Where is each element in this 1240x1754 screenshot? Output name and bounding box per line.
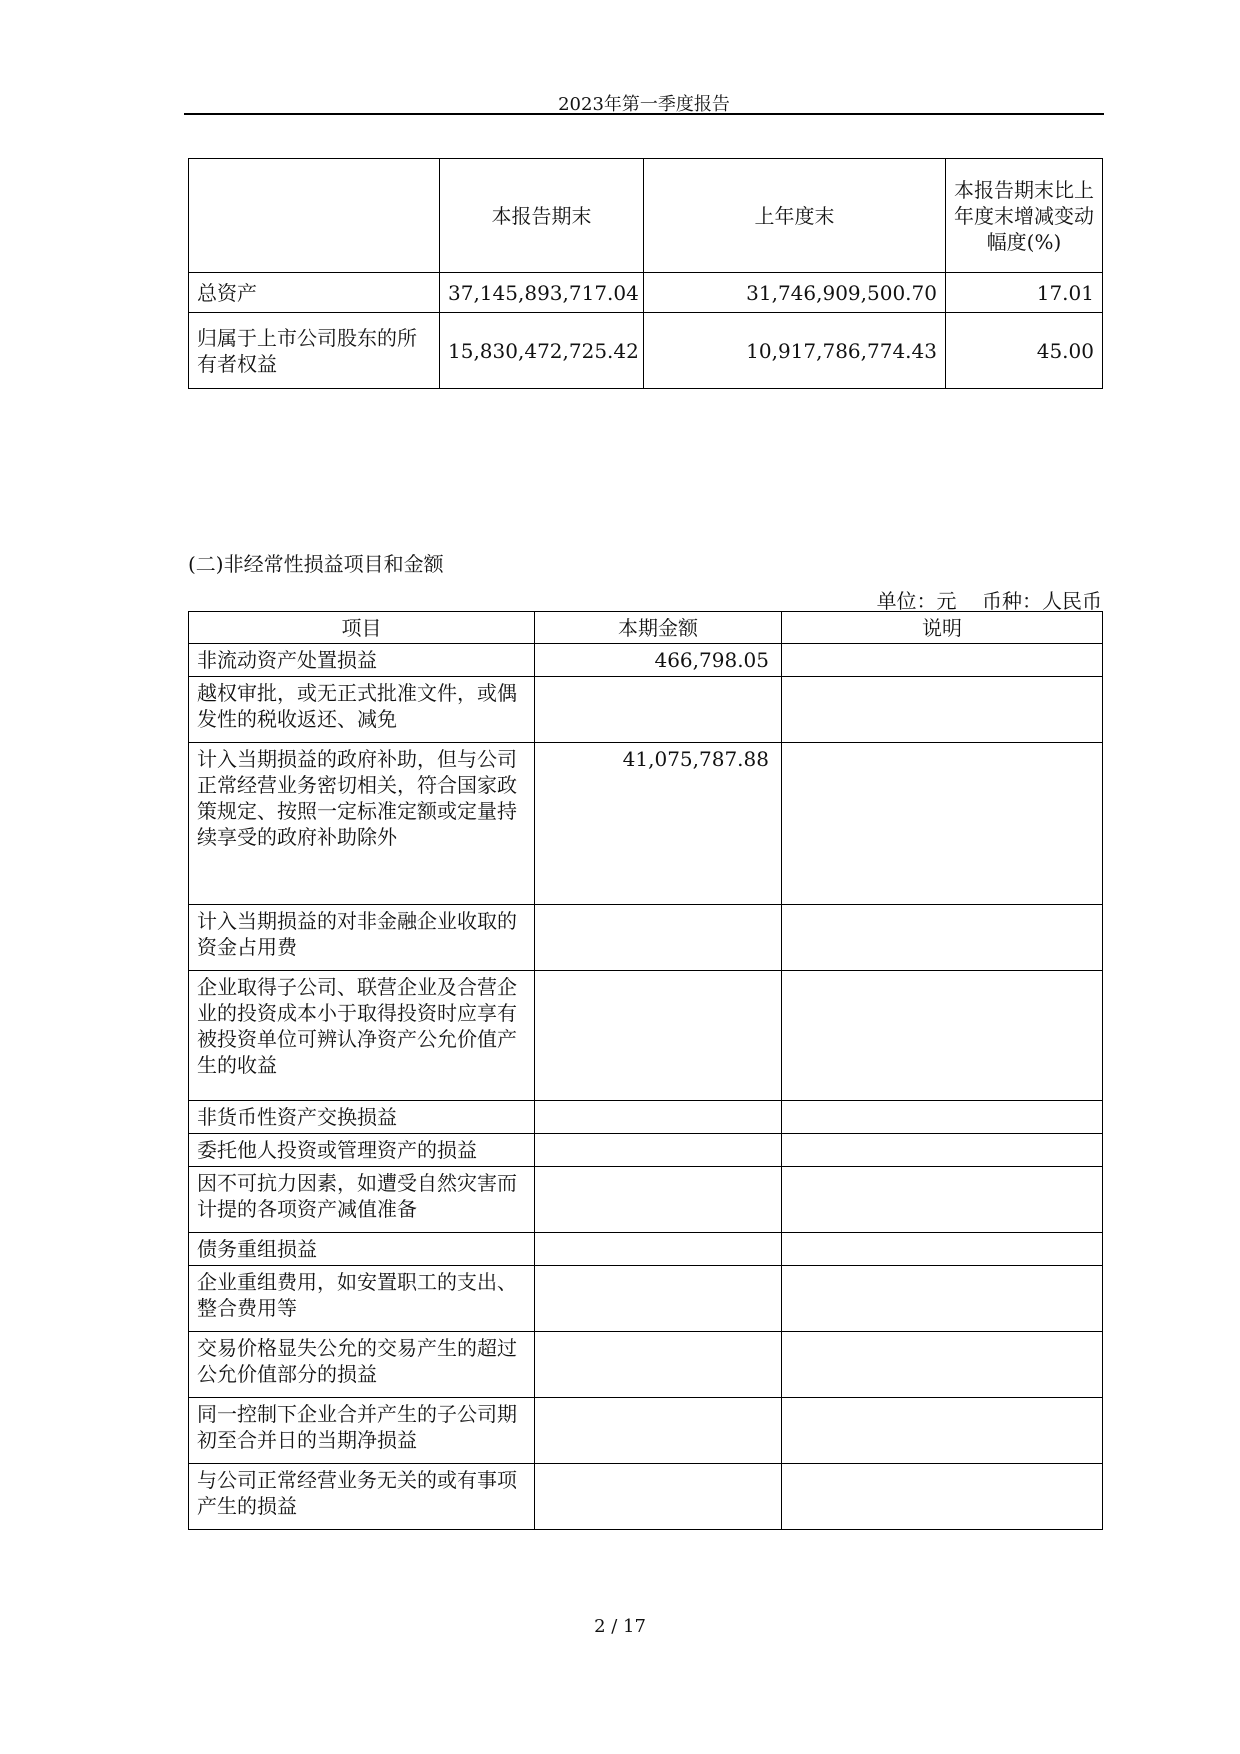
row-note (782, 905, 1103, 971)
row-note (782, 644, 1103, 677)
row-amount (535, 971, 782, 1101)
row-amount (535, 1233, 782, 1266)
row-note (782, 971, 1103, 1101)
unit-currency-note: 单位：元 币种：人民币 (876, 589, 1102, 613)
row-change: 17.01 (946, 273, 1103, 313)
row-current: 37,145,893,717.04 (440, 273, 644, 313)
row-item: 与公司正常经营业务无关的或有事项产生的损益 (189, 1464, 535, 1530)
row-note (782, 1266, 1103, 1332)
row-amount (535, 1101, 782, 1134)
table-row (189, 644, 1103, 677)
row-item: 总资产 (189, 273, 440, 313)
row-amount (535, 1167, 782, 1233)
table-header-row (189, 159, 1103, 273)
row-item: 计入当期损益的政府补助，但与公司正常经营业务密切相关，符合国家政策规定、按照一定标准定额或定量持续享受的政府补助除外 (189, 743, 535, 905)
section-title: (二)非经常性损益项目和金额 (188, 552, 444, 576)
row-note (782, 1464, 1103, 1530)
row-amount (535, 1398, 782, 1464)
row-item: 债务重组损益 (189, 1233, 535, 1266)
row-item: 因不可抗力因素，如遭受自然灾害而计提的各项资产减值准备 (189, 1167, 535, 1233)
row-note (782, 1134, 1103, 1167)
table-row (189, 273, 1103, 313)
table-row (189, 1464, 1103, 1530)
row-item: 交易价格显失公允的交易产生的超过公允价值部分的损益 (189, 1332, 535, 1398)
row-amount (535, 1464, 782, 1530)
table-row (189, 971, 1103, 1101)
row-amount: 466,798.05 (535, 644, 782, 677)
row-prior: 31,746,909,500.70 (644, 273, 946, 313)
table-row (189, 905, 1103, 971)
row-item: 企业重组费用，如安置职工的支出、整合费用等 (189, 1266, 535, 1332)
row-item: 非流动资产处置损益 (189, 644, 535, 677)
table-header-row (189, 612, 1103, 644)
row-amount (535, 677, 782, 743)
row-note (782, 1398, 1103, 1464)
row-item: 委托他人投资或管理资产的损益 (189, 1134, 535, 1167)
header-cell-change: 本报告期末比上年度末增减变动幅度(%) (946, 159, 1103, 273)
table-row (189, 1101, 1103, 1134)
row-note (782, 677, 1103, 743)
header-cell-amount: 本期金额 (535, 612, 782, 644)
page-number: 2 / 17 (594, 1616, 646, 1637)
row-note (782, 743, 1103, 905)
row-item: 同一控制下企业合并产生的子公司期初至合并日的当期净损益 (189, 1398, 535, 1464)
row-item: 非货币性资产交换损益 (189, 1101, 535, 1134)
table-row (189, 1266, 1103, 1332)
row-amount (535, 1266, 782, 1332)
row-amount: 41,075,787.88 (535, 743, 782, 905)
table-row (189, 1233, 1103, 1266)
balance-summary-table (188, 158, 1103, 389)
table-row (189, 677, 1103, 743)
row-note (782, 1167, 1103, 1233)
header-cell-item: 项目 (189, 612, 535, 644)
row-note (782, 1101, 1103, 1134)
header-cell-note: 说明 (782, 612, 1103, 644)
row-note (782, 1332, 1103, 1398)
table-row (189, 1167, 1103, 1233)
row-prior: 10,917,786,774.43 (644, 313, 946, 389)
row-amount (535, 1134, 782, 1167)
table-row (189, 1134, 1103, 1167)
header-cell-current: 本报告期末 (440, 159, 644, 273)
table-row (189, 1332, 1103, 1398)
header-cell-empty (189, 159, 440, 273)
row-current: 15,830,472,725.42 (440, 313, 644, 389)
row-amount (535, 1332, 782, 1398)
row-amount (535, 905, 782, 971)
row-note (782, 1233, 1103, 1266)
table-row (189, 743, 1103, 905)
header-cell-prior: 上年度末 (644, 159, 946, 273)
non-recurring-items-table (188, 611, 1103, 1530)
header-rule (184, 113, 1104, 115)
table-row (189, 1398, 1103, 1464)
row-item: 企业取得子公司、联营企业及合营企业的投资成本小于取得投资时应享有被投资单位可辨认净资产公允价值产生的收益 (189, 971, 535, 1101)
table-row (189, 313, 1103, 389)
row-change: 45.00 (946, 313, 1103, 389)
row-item: 计入当期损益的对非金融企业收取的资金占用费 (189, 905, 535, 971)
row-item: 归属于上市公司股东的所有者权益 (189, 313, 440, 389)
page-header-title: 2023年第一季度报告 (558, 94, 730, 115)
row-item: 越权审批，或无正式批准文件，或偶发性的税收返还、减免 (189, 677, 535, 743)
